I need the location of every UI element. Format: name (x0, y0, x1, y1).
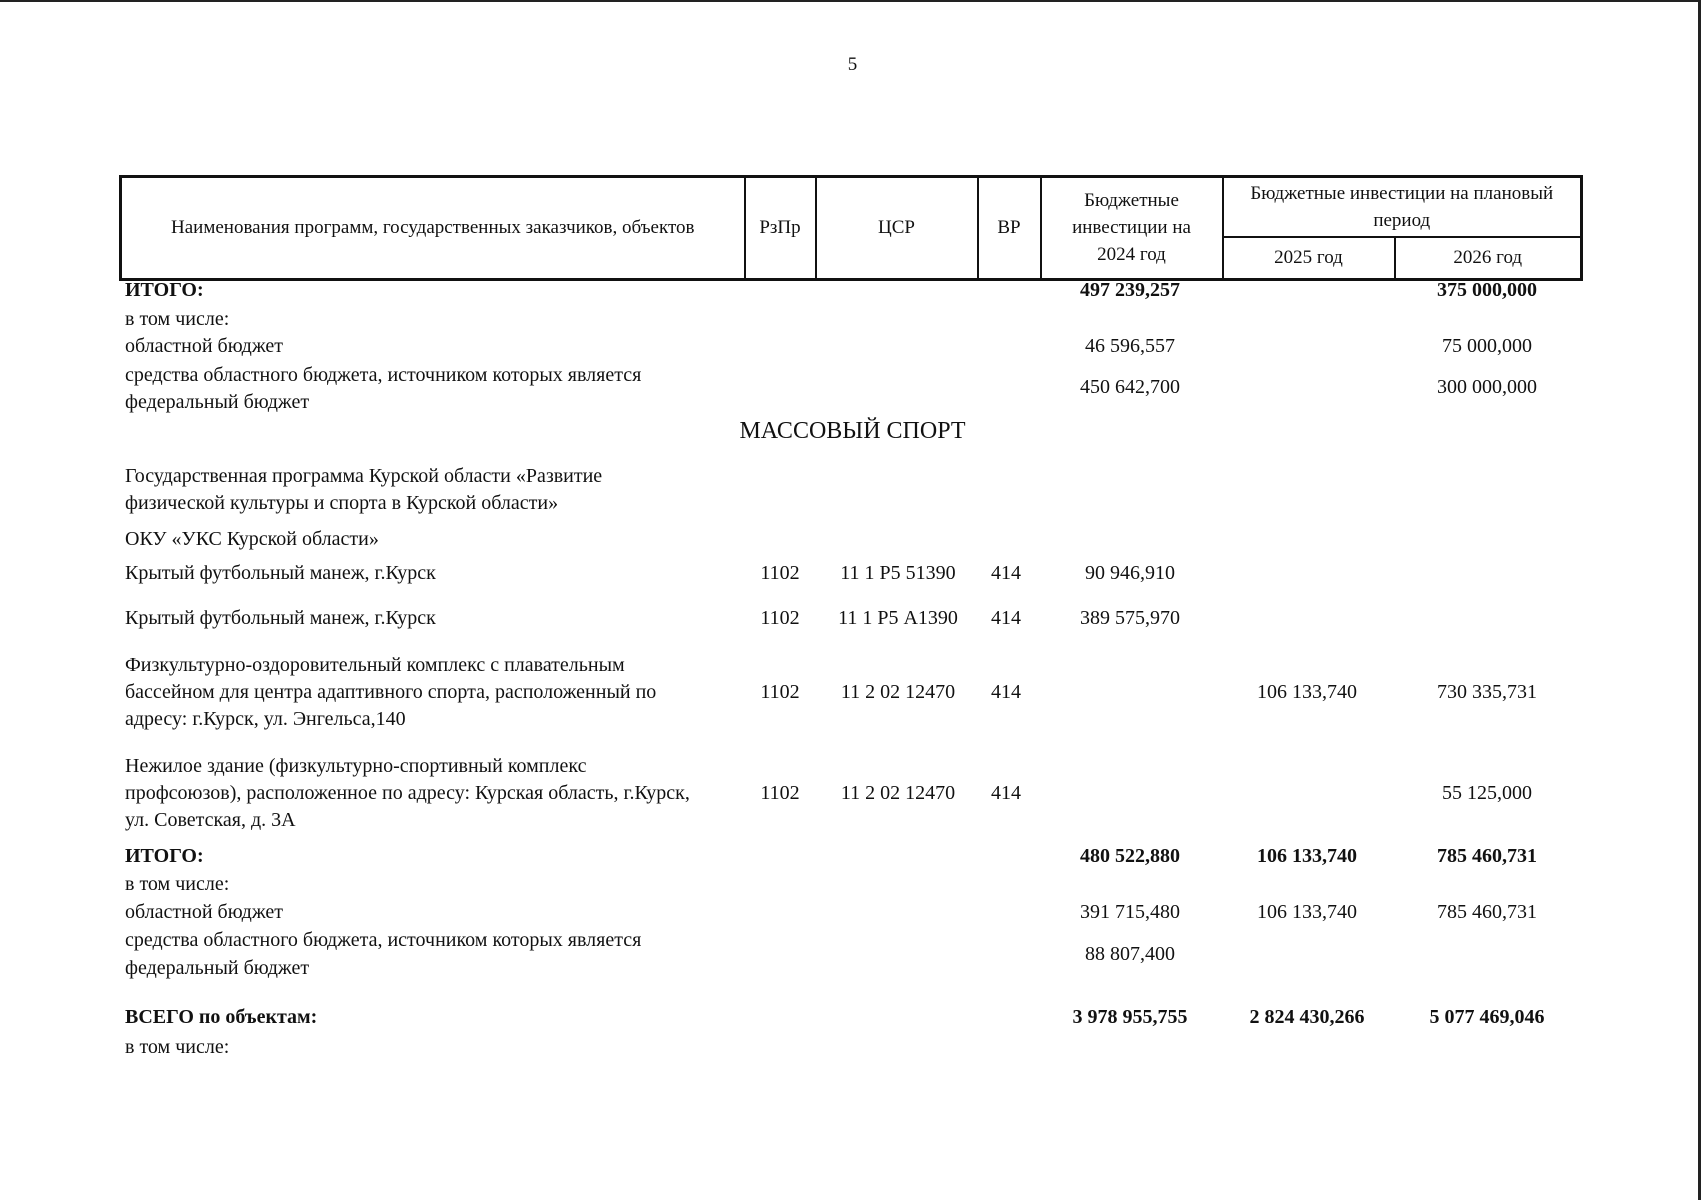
sport-regional-label: областной бюджет (125, 901, 284, 923)
sport-federal-label-1: средства областного бюджета, источником которых является (125, 929, 642, 951)
program-label-2: физической культуры и спорта в Курской области» (125, 492, 559, 514)
sport-federal-y2024: 88 807,400 (1085, 943, 1175, 965)
object-vr: 414 (991, 782, 1021, 804)
grand-total-label: ВСЕГО по объектам: (125, 1006, 318, 1028)
top-regional-y2026: 75 000,000 (1442, 335, 1532, 357)
object-csr: 11 1 Р5 А1390 (838, 607, 958, 629)
object-name-line-3: ул. Советская, д. 3А (125, 809, 296, 831)
object-y2026: 55 125,000 (1442, 782, 1532, 804)
object-csr: 11 1 Р5 51390 (840, 562, 956, 584)
top-federal-label-1: средства областного бюджета, источником которых является (125, 364, 642, 386)
header-name: Наименования программ, государственных заказчиков, объектов (121, 177, 745, 280)
header-y2024: Бюджетные инвестиции на 2024 год (1041, 177, 1223, 280)
object-y2024: 389 575,970 (1080, 607, 1180, 629)
top-federal-label-2: федеральный бюджет (125, 391, 310, 413)
grand-including-label: в том числе: (125, 1036, 230, 1058)
object-rzpr: 1102 (760, 607, 800, 629)
section-title: МАССОВЫЙ СПОРТ (739, 418, 966, 444)
object-name: Крытый футбольный манеж, г.Курск (125, 607, 436, 629)
page-number: 5 (847, 54, 858, 75)
object-rzpr: 1102 (760, 681, 800, 703)
object-rzpr: 1102 (760, 782, 800, 804)
object-rzpr: 1102 (760, 562, 800, 584)
top-regional-label: областной бюджет (125, 335, 284, 357)
sport-including-label: в том числе: (125, 873, 230, 895)
object-name-line-2: профсоюзов), расположенное по адресу: Курская область, г.Курск, (125, 782, 690, 804)
header-vr: ВР (978, 177, 1041, 280)
object-name-line-2: бассейном для центра адаптивного спорта, расположенный по (125, 681, 657, 703)
top-regional-y2024: 46 596,557 (1085, 335, 1175, 357)
sport-total-y2026: 785 460,731 (1437, 845, 1537, 867)
header-y2025: 2025 год (1223, 237, 1395, 279)
object-vr: 414 (991, 562, 1021, 584)
object-y2025: 106 133,740 (1257, 681, 1357, 703)
header-csr: ЦСР (816, 177, 978, 280)
object-name: Крытый футбольный манеж, г.Курск (125, 562, 436, 584)
object-name-line-3: адресу: г.Курск, ул. Энгельса,140 (125, 708, 406, 730)
sport-total-y2024: 480 522,880 (1080, 845, 1180, 867)
object-y2026: 730 335,731 (1437, 681, 1537, 703)
object-vr: 414 (991, 681, 1021, 703)
object-name-line-1: Нежилое здание (физкультурно-спортивный комплекс (125, 755, 587, 777)
sport-regional-y2026: 785 460,731 (1437, 901, 1537, 923)
customer-label: ОКУ «УКС Курской области» (125, 528, 379, 550)
header-rzpr: РзПр (745, 177, 816, 280)
header-planned-period: Бюджетные инвестиции на плановый период (1223, 177, 1582, 238)
top-total-y2026: 375 000,000 (1437, 279, 1537, 301)
sport-total-label: ИТОГО: (125, 845, 204, 867)
grand-total-y2025: 2 824 430,266 (1249, 1006, 1365, 1028)
table-header (119, 175, 1583, 281)
top-including-label: в том числе: (125, 308, 230, 330)
top-total-y2024: 497 239,257 (1080, 279, 1180, 301)
object-name-line-1: Физкультурно-оздоровительный комплекс с плавательным (125, 654, 625, 676)
sport-total-y2025: 106 133,740 (1257, 845, 1357, 867)
sport-federal-label-2: федеральный бюджет (125, 957, 310, 979)
object-csr: 11 2 02 12470 (840, 782, 956, 804)
object-vr: 414 (991, 607, 1021, 629)
object-csr: 11 2 02 12470 (840, 681, 956, 703)
top-federal-y2026: 300 000,000 (1437, 376, 1537, 398)
sport-regional-y2024: 391 715,480 (1080, 901, 1180, 923)
sport-regional-y2025: 106 133,740 (1257, 901, 1357, 923)
grand-total-y2024: 3 978 955,755 (1072, 1006, 1188, 1028)
top-total-label: ИТОГО: (125, 279, 204, 301)
object-y2024: 90 946,910 (1085, 562, 1175, 584)
grand-total-y2026: 5 077 469,046 (1429, 1006, 1545, 1028)
header-y2026: 2026 год (1395, 237, 1582, 279)
program-label-1: Государственная программа Курской области «Развитие (125, 465, 603, 487)
top-federal-y2024: 450 642,700 (1080, 376, 1180, 398)
